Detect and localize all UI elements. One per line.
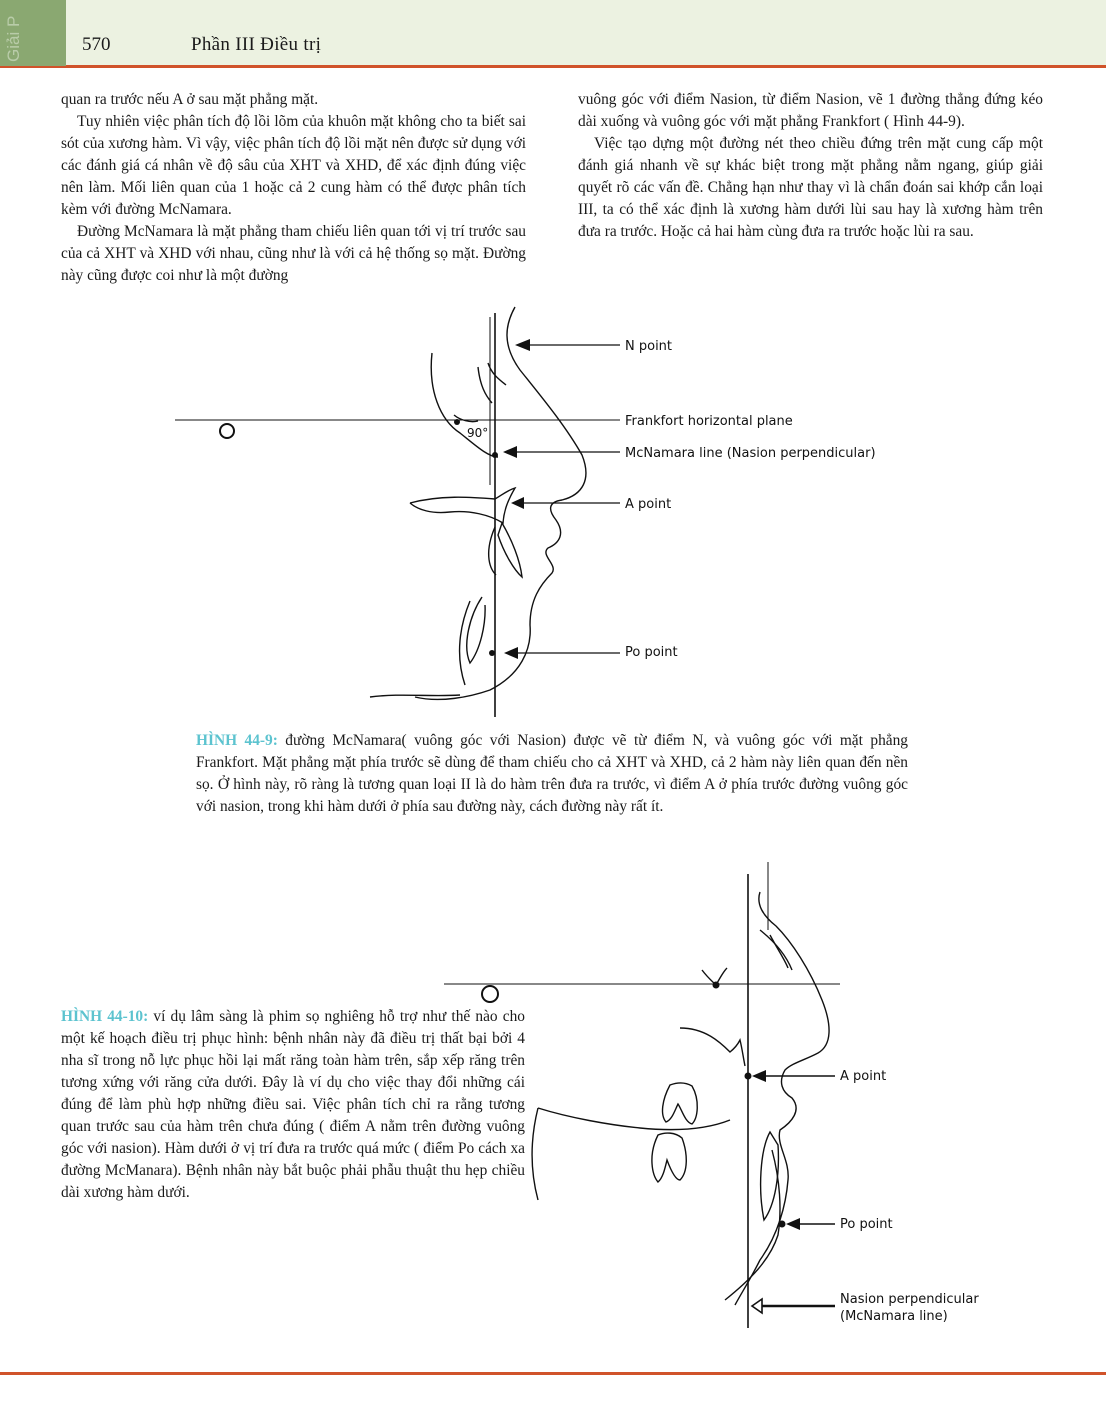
caption-text: ví dụ lâm sàng là phim sọ nghiêng hỗ trợ như thế nào cho một kế hoạch điều trị phục hình: bệnh nhân này đã điều trị thất bại bởi 4 nha sĩ trong nỗ lực phục hồi lại mất răng toàn hàm trên, sắp xếp răng trên tương xứng với răng cửa dưới. Đây là ví dụ cho việc thay đổi những cái đúng để làm phù hợp những điều sai. Việc phân tích chỉ ra rằng tương quan trước sau của hàm trên chưa đúng ( điểm A nằm trên đường vuông góc với nasion). Hàm dưới ở vị trí đưa ra trước quá mức ( điểm Po cách xa đường McManara). Bệnh nhân này bắt buộc phải phẫu thuật thu hẹp chiều dài xương hàm dưới. xyxy=(61,1008,525,1201)
a-point-label: A point xyxy=(840,1069,887,1084)
lower-incisor xyxy=(761,1132,779,1220)
footer-rule xyxy=(0,1372,1106,1375)
porion-marker xyxy=(482,986,498,1002)
skull-base-contour xyxy=(538,1108,730,1130)
frankfort-label: Frankfort horizontal plane xyxy=(625,414,793,429)
page-header xyxy=(0,0,1106,66)
paragraph: vuông góc với điểm Nasion, từ điểm Nasion, vẽ 1 đường thẳng đứng kéo dài xuống và vuông góc với mặt phẳng Frankfort ( Hình 44-9). xyxy=(578,91,1043,130)
lower-incisor xyxy=(467,597,485,663)
porion-marker xyxy=(220,424,234,438)
maxilla-contour xyxy=(680,1028,745,1066)
maxilla-contour xyxy=(410,488,515,523)
page-number: 570 xyxy=(82,34,111,55)
figure-44-9-diagram xyxy=(170,305,900,725)
paragraph: Đường McNamara là mặt phẳng tham chiếu liên quan tới vị trí trước sau của cả XHT và XHD với nhau, cũng như là với cả hệ thống sọ mặt. Đường này cũng được coi như là một đường xyxy=(61,223,526,284)
a-point-label: A point xyxy=(625,497,672,512)
caption-text: đường McNamara( vuông góc với Nasion) được vẽ từ điểm N, và vuông góc với mặt phẳng Frankfort. Mặt phẳng mặt phía trước sẽ dùng để tham chiếu cho cả XHT và XHD, cả 2 hàm này liên quan đến nền sọ. Ở hình này, rõ ràng là tương quan loại II là do hàm trên đưa ra trước, vì điểm A ở phía trước đường vuông góc với nasion, trong khi hàm dưới ở phía sau đường này, cách đường này rất ít. xyxy=(196,732,908,815)
caption-label: HÌNH 44-9: xyxy=(196,732,278,749)
n-point-label: N point xyxy=(625,339,673,354)
orbit-contour xyxy=(431,353,498,457)
angle-label: 90° xyxy=(467,426,489,440)
nasion-perpendicular-label: Nasion perpendicular xyxy=(840,1292,979,1307)
mcnamara-line-label: (McNamara line) xyxy=(840,1309,948,1324)
mandible-contour xyxy=(725,1150,780,1300)
paragraph: Việc tạo dựng một đường nét theo chiều đứng trên mặt cung cấp một đánh giá nhanh về sự khác biệt trong mặt phẳng nằm ngang, giúp giải quyết rõ các vấn đề. Chẳng hạn như thay vì là chẩn đoán sai khớp cắn loại III, ta có thể xác định là xương hàm dưới lùi sau hay là xương hàm trên đưa ra trước. Hoặc cả hai hàm cùng đưa ra trước hoặc lùi ra sau. xyxy=(578,135,1043,240)
caption-label: HÌNH 44-10: xyxy=(61,1008,149,1025)
mcnamara-label: McNamara line (Nasion perpendicular) xyxy=(625,446,876,461)
part-label: Phần III Điều trị xyxy=(191,34,322,55)
text-column-right xyxy=(578,89,1043,243)
side-tab-text: Giải P xyxy=(4,15,23,62)
lower-molar-tooth xyxy=(652,1133,686,1182)
po-point-label: Po point xyxy=(840,1217,893,1232)
figure-44-9-caption xyxy=(196,730,908,818)
text-column-left xyxy=(61,89,526,287)
paragraph: quan ra trước nếu A ở sau mặt phẳng mặt. xyxy=(61,91,319,108)
soft-tissue-profile xyxy=(735,892,829,1305)
side-tab xyxy=(0,0,66,66)
upper-incisor xyxy=(498,523,522,577)
nasion-perpendicular-arrow xyxy=(752,1299,762,1313)
orbit-contour xyxy=(760,930,792,970)
molar-tooth xyxy=(663,1083,698,1124)
figure-44-10-caption xyxy=(61,1006,525,1204)
header-rule xyxy=(0,65,1106,68)
paragraph: Tuy nhiên việc phân tích độ lồi lõm của khuôn mặt không cho ta biết sai sót của xương hàm. Vì vậy, việc phân tích độ lồi mặt nên được sử dụng với các đánh giá cá nhân về độ sâu của XHT và XHD, để xác định đúng việc nên làm. Mối liên quan của 1 hoặc cả 2 cung hàm có thể được phân tích kèm với đường McNamara. xyxy=(61,113,526,218)
po-point-label: Po point xyxy=(625,645,678,660)
